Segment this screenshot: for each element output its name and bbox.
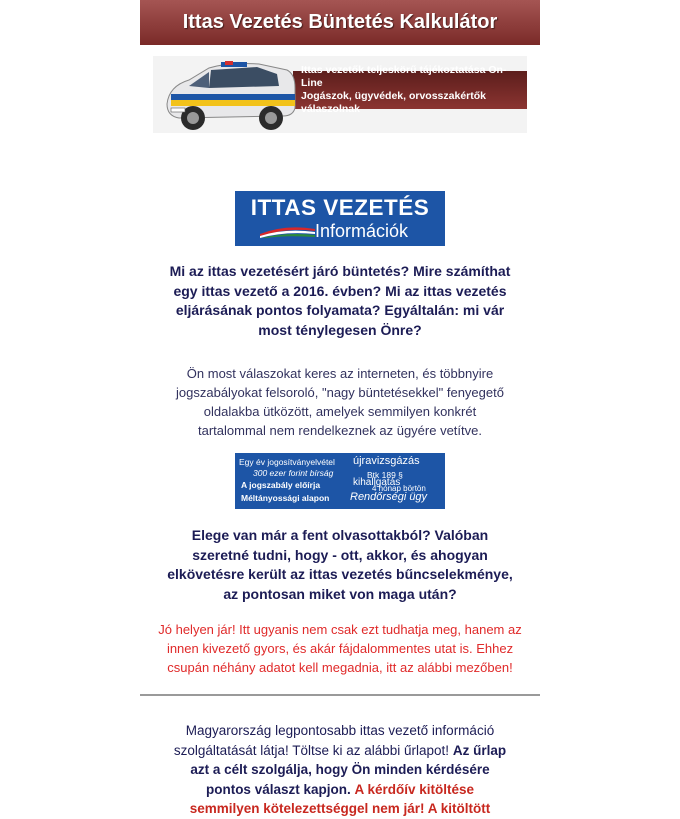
banner-line-2: Jogászok, ügyvédek, orvosszakértők válaszolnak <box>301 90 486 115</box>
form-intro-paragraph <box>170 721 510 819</box>
police-car-icon <box>159 56 299 133</box>
main-question: Mi az ittas vezetésért járó büntetés? Mire számíthat egy ittas vezető a 2016. évben? Mi az ittas vezetés eljárásának pontos folyamata? Egyáltalán: mi vár most ténylegesen Önre? <box>169 263 511 338</box>
tag-text: Méltányossági alapon <box>241 493 330 503</box>
tag-text: A jogszabály előírja <box>241 480 321 490</box>
call-to-action-text: Jó helyen jár! Itt ugyanis nem csak ezt tudhatja meg, hanem az innen kivezető gyors, és akár fájdalommentes utat is. Ehhez csupán néhány adatot kell megadnia, itt az alábbi mezőben! <box>158 622 522 675</box>
form-no-obligation-text: A kérdőív kitöltése semmilyen kötelezettséggel nem jár! A kitöltött <box>189 781 491 816</box>
intro-paragraph: Ön most válaszokat keres az interneten, és többnyire jogszabályokat felsoroló, "nagy büntetésekkel" fenyegető oldalakba ütközött, amelyek semmilyen konkrét tartalommal nem rendelkeznek az ügyére vetítve. <box>176 366 504 438</box>
keyword-collage-image <box>235 453 445 509</box>
logo-subtitle: Információk <box>315 221 409 241</box>
hungarian-flag-swoosh-icon <box>260 226 315 238</box>
tag-text: Rendőrségi ügy <box>350 491 428 503</box>
banner-line-1: Ittas vezetők teljeskörű tájékoztatása On-Line <box>301 64 507 89</box>
tag-text: Btk 189 § <box>367 470 403 480</box>
tag-text: 4 hónap börtön <box>372 484 426 493</box>
tag-text: 300 ezer forint bírság <box>253 468 334 478</box>
logo-title: ITTAS VEZETÉS <box>250 195 430 220</box>
form-intro-text: Magyarország legpontosabb ittas vezető információ szolgáltatását látja! Töltse ki az alábbi űrlapot! <box>173 723 495 758</box>
form-purpose-text: Az űrlap azt a célt szolgálja, hogy Ön minden kérdésére pontos választ kapjon. <box>190 742 507 797</box>
police-car-banner <box>153 56 527 133</box>
page-header <box>140 0 540 45</box>
page-title: Ittas Vezetés Büntetés Kalkulátor <box>182 11 498 33</box>
secondary-question: Elege van már a fent olvasottakból? Valóban szeretné tudni, hogy - ott, akkor, és ahogyan elkövetésre került az ittas vezetés bűncselekménye, az pontosan miket von maga után? <box>167 527 513 602</box>
tag-text: Egy év jogosítványelvétel <box>239 457 335 467</box>
tag-text: kihallgatás <box>353 477 401 488</box>
page <box>140 0 540 816</box>
section-divider <box>140 694 540 696</box>
ittas-vezetes-logo <box>235 191 445 246</box>
tag-text: újravizsgázás <box>353 455 420 467</box>
banner-stripe <box>293 64 527 115</box>
